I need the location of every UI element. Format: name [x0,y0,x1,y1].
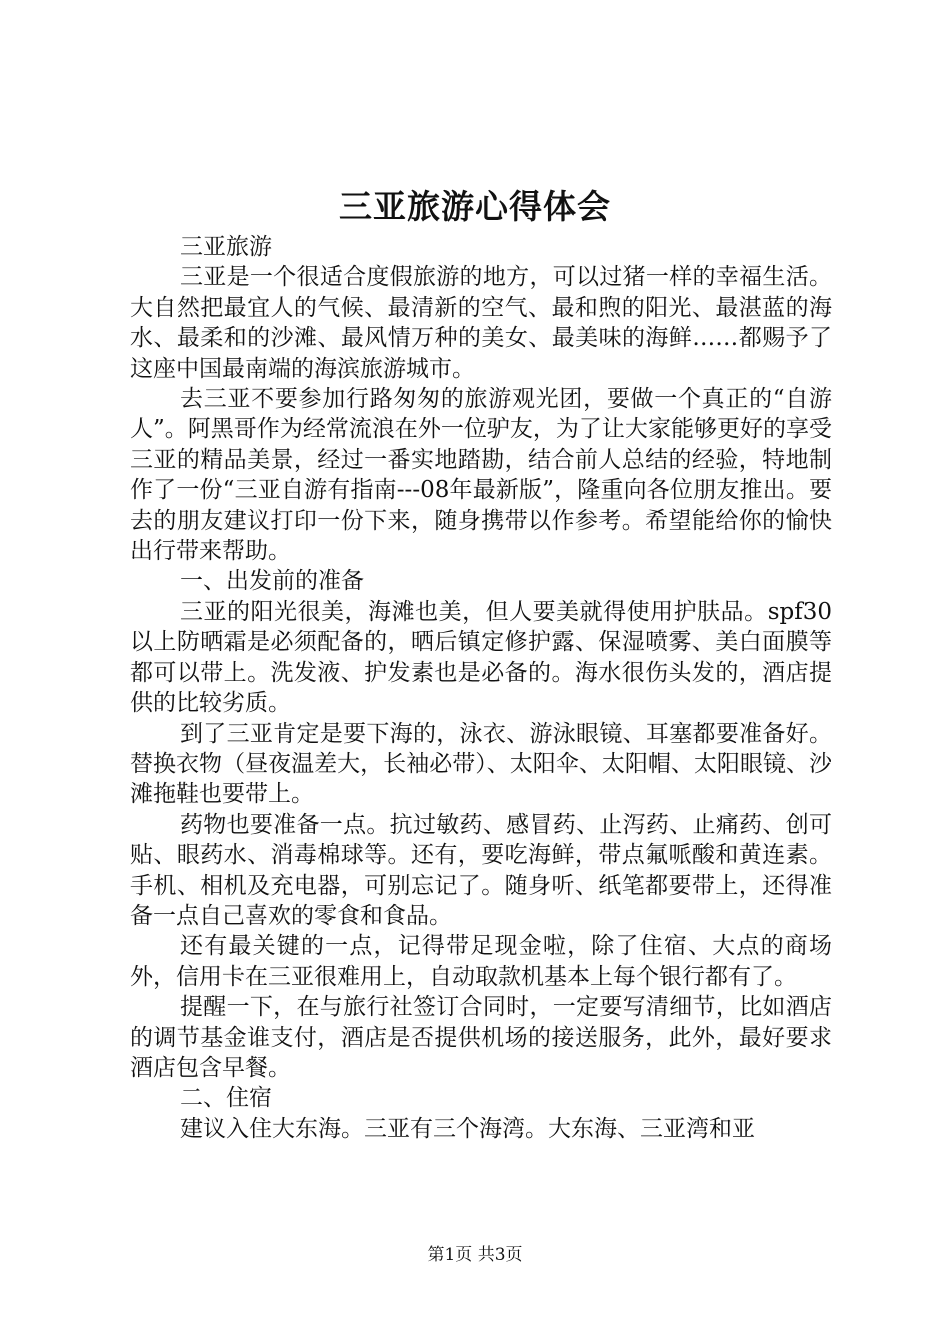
subtitle-sanya-travel: 三亚旅游 [180,234,272,260]
document-title: 三亚旅游心得体会 [339,187,611,226]
paragraph-medicine: 药物也要准备一点。抗过敏药、感冒药、止泻药、止痛药、创可贴、眼药水、消毒棉球等。还有，要吃海鲜，带点氟哌酸和黄连素。手机、相机及充电器，可别忘记了。随身听、纸笔都要带上，还得准备一点自己喜欢的零食和食品。 [130,811,832,929]
paragraph-intro: 三亚是一个很适合度假旅游的地方，可以过猪一样的幸福生活。大自然把最宜人的气候、最清新的空气、最和煦的阳光、最湛蓝的海水、最柔和的沙滩、最风情万种的美女、最美味的海鲜……都赐予了这座中国最南端的海滨旅游城市。 [130,264,832,382]
page-footer: 第1页 共3页 [427,1245,523,1265]
paragraph-self-travel: 去三亚不要参加行路匆匆的旅游观光团，要做一个真正的“自游人”。阿黑哥作为经常流浪在外一位驴友，为了让大家能够更好的享受三亚的精品美景，经过一番实地踏勘，结合前人总结的经验，特地制作了一份“三亚自游有指南---08年最新版”，隆重向各位朋友推出。要去的朋友建议打印一份下来，随身携带以作参考。希望能给你的愉快出行带来帮助。 [130,386,832,565]
paragraph-cash: 还有最关键的一点，记得带足现金啦，除了住宿、大点的商场外，信用卡在三亚很难用上，自动取款机基本上每个银行都有了。 [130,933,832,990]
paragraph-contract-reminder: 提醒一下，在与旅行社签订合同时，一定要写清细节，比如酒店的调节基金谁支付，酒店是否提供机场的接送服务，此外，最好要求酒店包含早餐。 [130,994,832,1081]
section-heading-preparation: 一、出发前的准备 [180,568,364,595]
document-body [130,232,832,1144]
paragraph-skincare: 三亚的阳光很美，海滩也美，但人要美就得使用护肤品。spf30以上防晒霜是必须配备的，晒后镇定修护露、保湿喷雾、美白面膜等都可以带上。洗发液、护发素也是必备的。海水很伤头发的，酒店提供的比较劣质。 [130,598,832,717]
paragraph-dadonghai: 建议入住大东海。三亚有三个海湾。大东海、三亚湾和亚 [180,1115,755,1142]
section-heading-accommodation: 二、住宿 [180,1085,272,1112]
paragraph-swimwear: 到了三亚肯定是要下海的，泳衣、游泳眼镜、耳塞都要准备好。替换衣物（昼夜温差大，长袖必带）、太阳伞、太阳帽、太阳眼镜、沙滩拖鞋也要带上。 [130,720,832,808]
